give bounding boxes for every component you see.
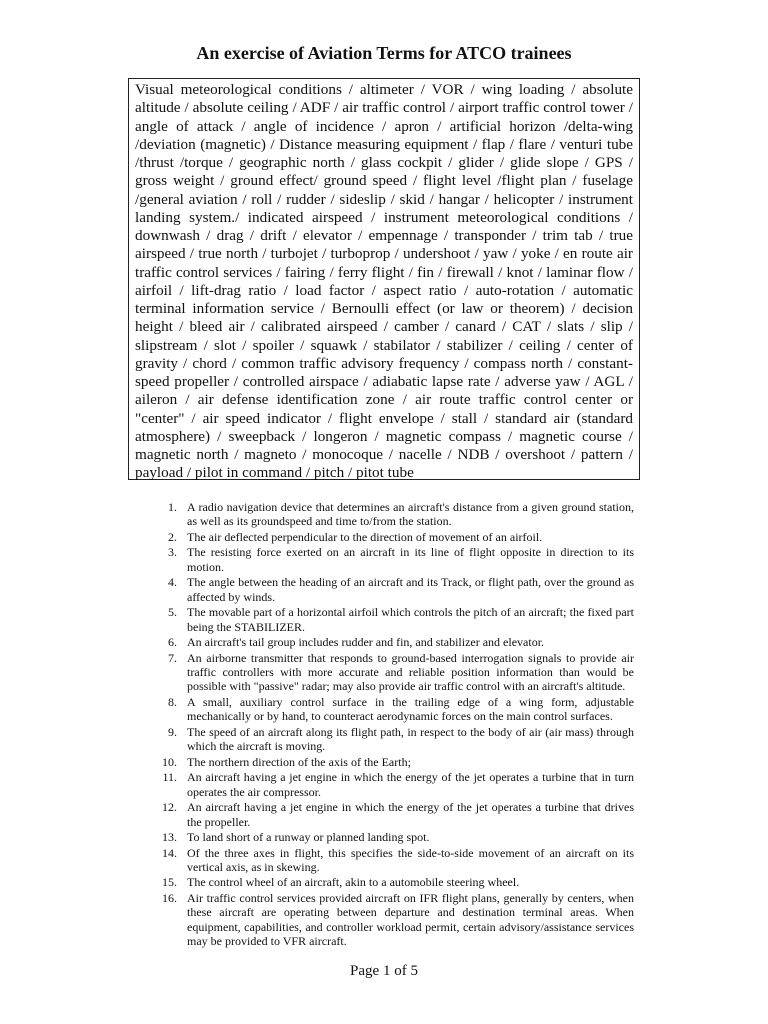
definition-number: 3. [168, 545, 177, 560]
definition-item [152, 755, 634, 769]
definition-number: 15. [162, 875, 177, 890]
definition-number: 13. [162, 830, 177, 845]
definition-text: A radio navigation device that determines an aircraft's distance from a given ground station, as well as its groundspeed and time to/from the station. [187, 500, 634, 529]
page-footer: Page 1 of 5 [350, 963, 418, 979]
definition-item [152, 651, 634, 694]
definition-number: 9. [168, 724, 177, 739]
definition-number: 1. [168, 500, 177, 514]
definition-text: Of the three axes in flight, this specifies the side-to-side movement of an aircraft on its vertical axis, as in skewing. [187, 845, 634, 874]
definition-number: 4. [168, 575, 177, 590]
definitions-list [152, 500, 634, 950]
definition-item [152, 725, 634, 754]
definition-number: 6. [168, 635, 177, 650]
definition-item [152, 500, 634, 529]
definition-text: The control wheel of an aircraft, akin to a automobile steering wheel. [187, 875, 520, 890]
definition-text: An aircraft having a jet engine in which the energy of the jet operates a turbine that in turn operates the air compressor. [187, 770, 634, 799]
definition-text: The angle between the heading of an aircraft and its Track, or flight path, over the ground as affected by winds. [187, 575, 634, 604]
definition-text: The air deflected perpendicular to the direction of movement of an airfoil. [187, 529, 543, 544]
definition-item [152, 770, 634, 799]
terms-box: Visual meteorological conditions / altimeter / VOR / wing loading / absolute altitude / absolute ceiling / ADF / air traffic control / airport traffic control tower / angle of attack / angle of incidence / apron / artificial horizon /delta-wing /deviation (magnetic) / Distance measuring equipment / flap / flare / venturi tube /thrust /torque / geographic north / glass cockpit / glider / glide slope / GPS / gross weight / ground effect/ ground speed / flight level /flight plan / fuselage /general aviation / roll / rudder / sideslip / skid / hangar / helicopter / instrument landing system./ indicated airspeed / instrument meteorological conditions / downwash / drag / drift / elevator / empennage / transponder / trim tab / true airspeed / true north / turbojet / turboprop / undershoot / yaw / yoke / en route air traffic control services / fairing / ferry flight / fin / firewall / knot / laminar flow / airfoil / lift-drag ratio / load factor / aspect ratio / auto-rotation / automatic terminal information service / Bernoulli effect (or law or theorem) / decision height / bleed air / calibrated airspeed / camber / canard / CAT / slats / slip / slipstream / slot / spoiler / squawk / stabilator / stabilizer / ceiling / center of gravity / chord / common traffic advisory frequency / compass north / constant-speed propeller / controlled airspace / adiabatic lapse rate / adverse yaw / AGL / aileron / air defense identification zone / air route traffic control center or "center" / air speed indicator / flight envelope / stall / standard air (standard atmosphere) / sweepback / longeron / magnetic compass / magnetic course / magnetic north / magneto / monocoque / nacelle / NDB / overshoot / pattern / payload / pilot in command / pitch / pitot tube [128, 78, 640, 480]
definition-number: 7. [168, 650, 177, 665]
definition-item [152, 695, 634, 724]
definition-number: 8. [168, 694, 177, 709]
definition-text: An aircraft's tail group includes rudder and fin, and stabilizer and elevator. [187, 635, 545, 650]
definition-item [152, 545, 634, 574]
definition-item [152, 530, 634, 544]
definition-text: An aircraft having a jet engine in which the energy of the jet operates a turbine that drives the propeller. [187, 800, 634, 829]
definition-number: 2. [168, 529, 177, 544]
definition-text: To land short of a runway or planned landing spot. [187, 830, 430, 845]
definition-text: The movable part of a horizontal airfoil which controls the pitch of an aircraft; the fixed part being the STABILIZER. [187, 605, 634, 634]
definition-text: A small, auxiliary control surface in the trailing edge of a wing form, adjustable mechanically or by hand, to counteract aerodynamic forces on the main control surfaces. [187, 694, 634, 724]
definition-text: The speed of an aircraft along its flight path, in respect to the body of air (air mass) through which the aircraft is moving. [187, 724, 634, 754]
definition-item [152, 875, 634, 889]
definition-text: An airborne transmitter that responds to ground-based interrogation signals to provide air traffic controllers with more accurate and reliable position information than would be possible with "passive" radar; may also provide air traffic control with an aircraft's altitude. [187, 650, 634, 694]
definition-number: 11. [162, 770, 177, 785]
definition-text: The northern direction of the axis of the Earth; [187, 754, 411, 769]
definition-text: The resisting force exerted on an aircraft in its line of flight opposite in direction to its motion. [187, 545, 634, 574]
definition-item [152, 575, 634, 604]
definition-number: 5. [168, 605, 177, 620]
page-title: An exercise of Aviation Terms for ATCO trainees [196, 43, 572, 63]
definition-number: 10. [162, 754, 177, 769]
definition-text: Air traffic control services provided aircraft on IFR flight plans, generally by centers, when these aircraft are operating between departure and destination terminal areas. When equipment, capabilities, and controller workload permit, certain advisory/assistance services may be provided to VFR aircraft. [187, 890, 634, 949]
definition-item [152, 846, 634, 875]
definition-item [152, 635, 634, 649]
definition-item [152, 891, 634, 949]
definition-item [152, 830, 634, 844]
definition-item [152, 800, 634, 829]
definition-number: 16. [162, 890, 177, 905]
definition-number: 14. [162, 845, 177, 860]
definition-item [152, 605, 634, 634]
definition-number: 12. [162, 800, 177, 815]
